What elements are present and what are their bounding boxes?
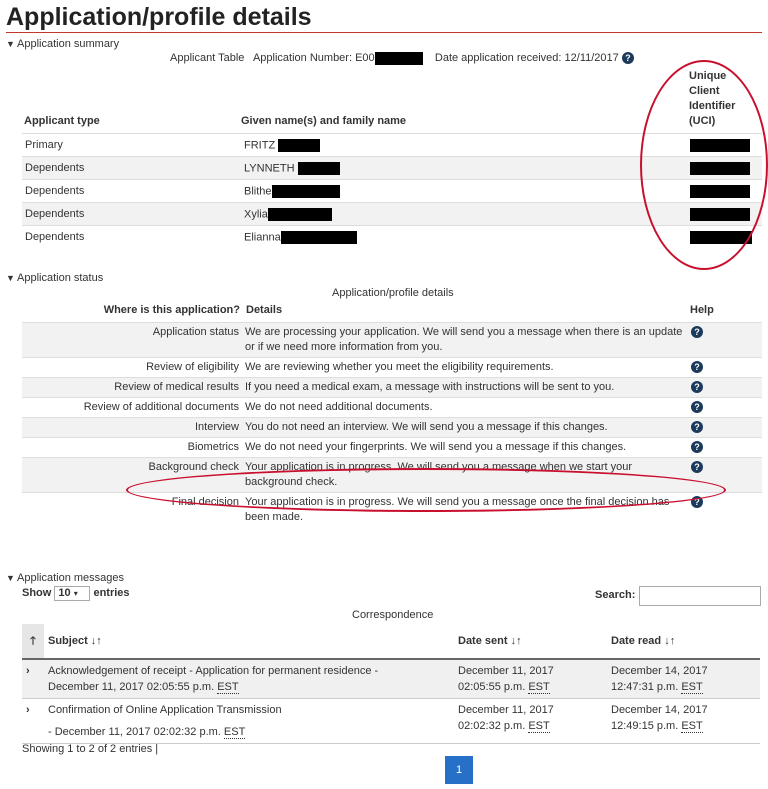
table-row[interactable]	[22, 659, 760, 699]
annotation-circle-background-check	[126, 468, 726, 512]
sort-arrow-icon[interactable]: 🡑	[22, 624, 44, 659]
applicant-name-cell	[241, 180, 687, 203]
status-detail: We are processing your application. We will send you a message when there is an update or if we need more information from you.	[242, 323, 688, 358]
title-rule	[6, 32, 762, 33]
show-entries: Show 10 ▾ entries	[22, 587, 130, 599]
help-cell	[688, 418, 762, 438]
table-row	[22, 358, 762, 378]
col-where: Where is this application?	[103, 304, 240, 316]
status-question: Final decision	[22, 493, 242, 528]
chevron-right-icon[interactable]: ›	[22, 699, 44, 744]
table-row	[22, 438, 762, 458]
help-icon[interactable]: ?	[691, 381, 703, 393]
help-cell	[688, 358, 762, 378]
help-cell	[688, 378, 762, 398]
applicant-name: Blithe	[244, 184, 272, 197]
table-row	[22, 398, 762, 418]
chevron-right-icon[interactable]: ›	[22, 659, 44, 699]
annotation-circle-uci	[640, 60, 768, 270]
messages-caption: Correspondence	[352, 609, 434, 621]
summary-info-row	[170, 51, 634, 65]
table-row	[22, 226, 762, 249]
applicant-type: Dependents	[22, 226, 241, 249]
status-question: Review of eligibility	[22, 358, 242, 378]
application-number: Application Number: E00	[252, 52, 375, 64]
status-question: Background check	[22, 458, 242, 493]
help-cell	[688, 323, 762, 358]
applicant-type: Dependents	[22, 203, 241, 226]
page-1-button[interactable]: 1	[445, 756, 473, 784]
message-date-read: December 14, 2017 12:47:31 p.m. EST	[607, 659, 760, 699]
applicant-table-label: Applicant Table	[170, 52, 245, 64]
help-icon[interactable]: ?	[691, 401, 703, 413]
status-detail: We are reviewing whether you meet the eligibility requirements.	[242, 358, 688, 378]
collapse-triangle-icon: ▼	[6, 39, 15, 49]
status-caption: Application/profile details	[332, 287, 454, 299]
applicant-type: Dependents	[22, 180, 241, 203]
redaction-bar	[298, 162, 340, 175]
message-subject[interactable]: Acknowledgement of receipt - Application for permanent residence - December 11, 2017 02:05:55 p.m. EST	[44, 659, 454, 699]
page-title: Application/profile details	[6, 3, 312, 31]
help-icon[interactable]: ?	[622, 52, 634, 64]
messages-table	[22, 624, 760, 744]
help-icon[interactable]: ?	[691, 361, 703, 373]
help-icon[interactable]: ?	[691, 461, 703, 473]
message-date-sent: December 11, 2017 02:05:55 p.m. EST	[454, 659, 607, 699]
help-icon[interactable]: ?	[691, 496, 703, 508]
help-cell	[688, 398, 762, 418]
col-applicant-type: Applicant type	[24, 115, 100, 127]
col-details: Details	[246, 304, 283, 316]
status-question: Review of medical results	[22, 378, 242, 398]
applicant-type: Dependents	[22, 157, 241, 180]
applicant-name-cell	[241, 134, 687, 157]
redaction-bar	[281, 231, 357, 244]
entries-info: Showing 1 to 2 of 2 entries |	[22, 743, 159, 755]
status-detail: We do not need your fingerprints. We will send you a message if this changes.	[242, 438, 688, 458]
date-received: Date application received: 12/11/2017	[434, 52, 619, 64]
applicant-name-cell	[241, 203, 687, 226]
status-header[interactable]: ▼ Application status	[6, 272, 104, 284]
search-label: Search:	[595, 589, 636, 601]
status-detail: You do not need an interview. We will send you a message if this changes.	[242, 418, 688, 438]
chevron-down-icon: ▾	[73, 589, 78, 598]
applicant-name: Xylia	[244, 207, 268, 220]
help-icon[interactable]: ?	[691, 421, 703, 433]
sort-icon: ↓↑	[664, 635, 676, 647]
message-date-sent: December 11, 2017 02:02:32 p.m. EST	[454, 699, 607, 744]
status-detail: If you need a medical exam, a message with instructions will be sent to you.	[242, 378, 688, 398]
status-question: Review of additional documents	[22, 398, 242, 418]
collapse-triangle-icon: ▼	[6, 573, 15, 583]
redaction-bar	[278, 139, 320, 152]
sort-icon: ↓↑	[90, 635, 102, 647]
message-subject[interactable]: Confirmation of Online Application Transmission - December 11, 2017 02:02:32 p.m. EST	[44, 699, 454, 744]
show-entries-select[interactable]: 10 ▾	[54, 586, 90, 601]
help-cell	[688, 438, 762, 458]
status-detail: We do not need additional documents.	[242, 398, 688, 418]
applicant-name: FRITZ	[244, 138, 276, 151]
applicant-name: LYNNETH	[244, 161, 295, 174]
redaction-bar	[268, 208, 332, 221]
applicant-name: Elianna	[244, 230, 281, 243]
status-detail: Your application is in progress. We will send you a message when we start your background check.	[242, 458, 688, 493]
summary-header[interactable]: ▼ Application summary	[6, 38, 120, 50]
col-date-read[interactable]: Date read ↓↑	[607, 624, 760, 659]
search-input[interactable]	[639, 586, 761, 606]
table-header-row	[22, 624, 760, 659]
redaction-bar	[375, 52, 423, 65]
table-row	[22, 378, 762, 398]
col-subject[interactable]: Subject ↓↑	[44, 624, 454, 659]
status-question: Application status	[22, 323, 242, 358]
status-detail: Your application is in progress. We will send you a message once the final decision has been made.	[242, 493, 688, 528]
col-date-sent[interactable]: Date sent ↓↑	[454, 624, 607, 659]
applicant-name-cell	[241, 157, 687, 180]
redaction-bar	[272, 185, 340, 198]
col-uci: Unique Client Identifier (UCI)	[689, 70, 736, 127]
messages-header[interactable]: ▼ Application messages	[6, 572, 125, 584]
col-help: Help	[690, 304, 714, 316]
applicant-name-cell	[241, 226, 687, 249]
message-date-read: December 14, 2017 12:49:15 p.m. EST	[607, 699, 760, 744]
table-row[interactable]	[22, 699, 760, 744]
sort-icon: ↓↑	[510, 635, 522, 647]
status-question: Biometrics	[22, 438, 242, 458]
status-question: Interview	[22, 418, 242, 438]
table-row	[22, 418, 762, 438]
table-row	[22, 323, 762, 358]
applicant-type: Primary	[22, 134, 241, 157]
col-given-names: Given name(s) and family name	[241, 115, 407, 127]
help-icon[interactable]: ?	[691, 326, 703, 338]
collapse-triangle-icon: ▼	[6, 273, 15, 283]
help-icon[interactable]: ?	[691, 441, 703, 453]
